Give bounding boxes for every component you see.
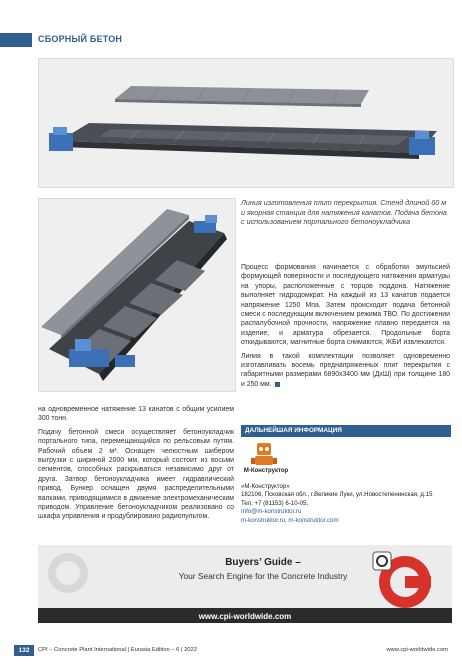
logo-text: М-Конструктор — [243, 468, 289, 474]
cpi-logo-left — [46, 551, 90, 595]
footer-url[interactable]: www.cpi-worldwide.com — [386, 647, 448, 653]
article-end-mark — [275, 382, 280, 387]
company-phone: Тел. +7 (81153) 6-10-05, — [241, 499, 309, 507]
paragraph: Линия в такой комплектации позволяет одновременно изготавливать восемь преднапряженных плит перекрытия с габаритными размерами 6890х3400 мм (ДхШ) при толщине 180 и 250 мм. — [241, 352, 450, 388]
company-address: 182106, Псковская обл., г.Великие Луки, ул.Новостепенинская, д.15 — [241, 491, 433, 499]
paragraph: Подачу бетонной смеси осуществляет бетоноукладчик портального типа, перемещающийся по рельсовым путям. Рабочий объем 2 м³. Оснащен челюстным шибером выгрузки с шириной 2000 мм, который состоит из восьми сегментов, способных раскрываться независимо друг от друга. Затвор бетоноукладчика имеет гидравлический привод. Бункер оснащен двумя распределительными валками, приводящимися в движение электромеханическим приводом. Управление бетоноукладчиком реализовано со шкафа управления и продублировано радиопультом. — [38, 428, 234, 521]
page-footer — [0, 645, 462, 657]
contact-details — [241, 483, 451, 525]
page-number: 132 — [14, 645, 34, 656]
right-column-text — [241, 263, 450, 393]
m-konstruktor-logo — [241, 441, 291, 481]
section-title: СБОРНЫЙ БЕТОН — [38, 34, 123, 44]
left-column-text — [38, 405, 234, 526]
info-header: ДАЛЬНЕЙШАЯ ИНФОРМАЦИЯ — [241, 425, 451, 437]
further-info-box — [241, 425, 451, 540]
paragraph: на одновременное натяжение 13 канатов с общим усилием 300 тонн. — [38, 406, 234, 423]
line-perspective-image — [38, 198, 236, 392]
production-line-image — [38, 58, 454, 188]
paragraph: Процесс формования начинается с обработки эмульсией формующей поверхности и последующего натяжения арматуры на упоры, расположенные с торцов поддона. Натяжение выполняет гидродомкрат. На каждый из 13 канатов подается напряжение 1250 Мпа. Затем происходит подача бетонной смеси с последующим включением режима ТВО. По достижении распалубочной прочности, напряжение плавно передается на изделие, и арматура обрезается. Продольные борта откидываются, магнитные борта снимаются, ЖБИ извлекаются. — [241, 264, 450, 347]
figure-caption: Линия изготовления плит перекрытия. Стенд длиной 60 м и якорная станция для натяжения канатов. Подача бетона с использованием портального бетоноукладчика — [241, 198, 447, 227]
cpi-logo-right — [371, 550, 433, 610]
ad-url[interactable]: www.cpi-worldwide.com — [198, 612, 292, 621]
company-name: «М-Конструктор» — [241, 483, 290, 490]
publication-info: CPI – Concrete Plant International | Eurasia Edition – 6 | 2022 — [38, 647, 197, 653]
cpi-buyers-guide-ad[interactable] — [38, 545, 452, 623]
ad-subtitle: Your Search Engine for the Concrete Industry — [178, 571, 348, 581]
section-accent-bar — [0, 33, 32, 47]
email-link[interactable]: Info@m-konstruktor.ru — [241, 508, 302, 516]
website-links[interactable]: m-konstruktor.ru, m-konstruktor.com — [241, 516, 339, 524]
ad-title: Buyers’ Guide – — [225, 557, 301, 568]
